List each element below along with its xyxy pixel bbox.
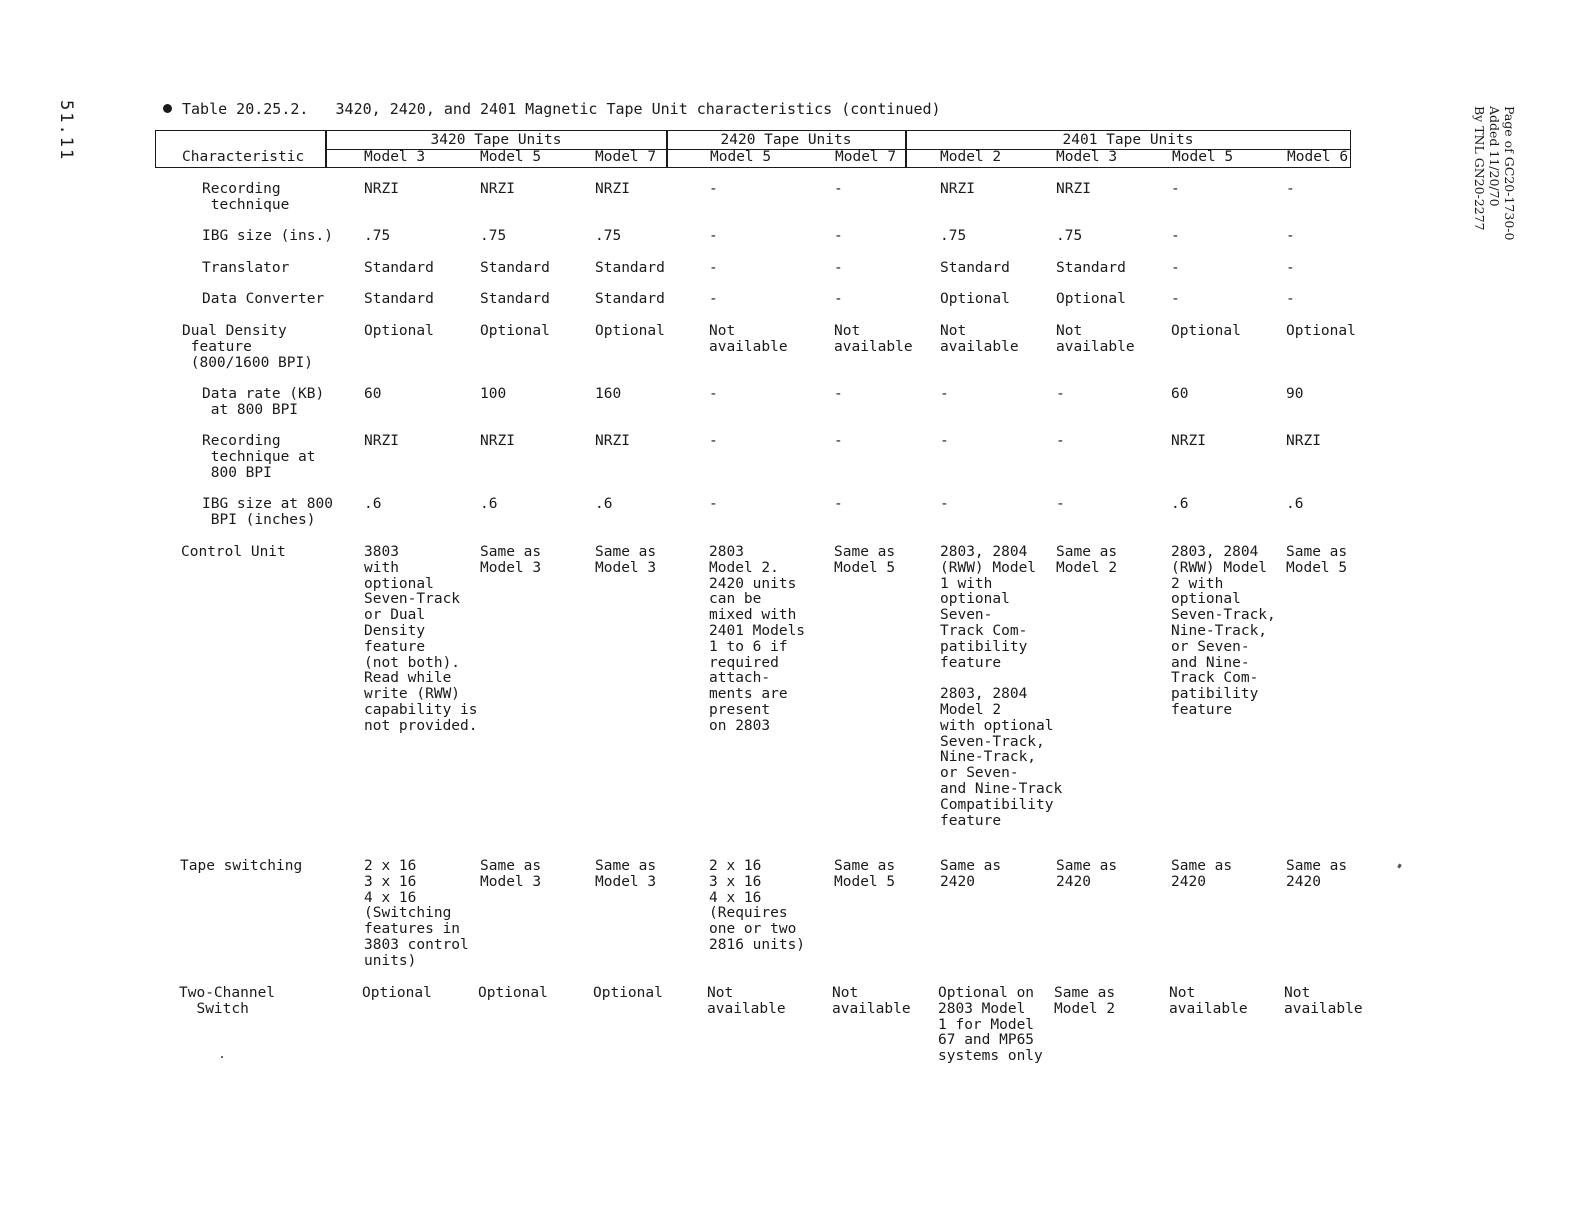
row-label: IBG size (ins.) [202, 228, 333, 244]
table-cell: 60 [1171, 386, 1189, 402]
table-cell: Standard [1056, 260, 1126, 276]
bullet-icon [163, 104, 172, 113]
table-cell: .75 [940, 228, 967, 244]
group-2420: 2420 Tape Units [720, 132, 852, 148]
table-cell: Standard [595, 291, 665, 307]
table-cell: - [709, 291, 718, 307]
table-cell: Same as Model 3 [595, 544, 657, 576]
table-cell: 60 [364, 386, 382, 402]
stray-mark [1397, 864, 1402, 869]
table-cell: 2 x 16 3 x 16 4 x 16 (Requires one or two 2816 units) [709, 858, 806, 953]
table-cell: Not available [834, 323, 913, 355]
table-caption [163, 100, 941, 118]
table-cell: Not available [707, 985, 786, 1017]
table-cell: Not available [832, 985, 911, 1017]
table-cell: - [709, 433, 718, 449]
table-cell: - [1171, 260, 1180, 276]
table-cell: Same as Model 2 [1054, 985, 1116, 1017]
table-cell: Not available [940, 323, 1019, 355]
table-cell: - [709, 260, 718, 276]
table-cell: NRZI [480, 433, 515, 449]
table-cell: Optional [478, 985, 548, 1001]
table-cell: Standard [595, 260, 665, 276]
table-cell: 3803 with optional Seven-Track or Dual Density feature (not both). Read while write (RWW) capability is not provided. [364, 544, 478, 734]
margin-note-line: Added 11/20/70 [1487, 106, 1502, 207]
table-cell: - [834, 291, 843, 307]
table-cell: NRZI [940, 181, 975, 197]
header-model: Model 3 [364, 149, 426, 165]
header-model: Model 2 [940, 149, 1002, 165]
table-cell: Standard [480, 260, 550, 276]
table-cell: Standard [480, 291, 550, 307]
table-cell: .6 [1286, 496, 1304, 512]
group-3420: 3420 Tape Units [430, 132, 562, 148]
header-model: Model 3 [1056, 149, 1118, 165]
table-cell: NRZI [480, 181, 515, 197]
page-number: 51.11 [56, 100, 76, 162]
table-cell: Optional [595, 323, 665, 339]
table-cell: Not available [709, 323, 788, 355]
row-label: Data rate (KB) at 800 BPI [202, 386, 325, 418]
table-cell: NRZI [595, 181, 630, 197]
table-cell: Same as 2420 [1056, 858, 1118, 890]
table-cell: Not available [1056, 323, 1135, 355]
table-cell: - [834, 181, 843, 197]
row-label: Two-Channel Switch [179, 985, 276, 1017]
table-cell: - [709, 496, 718, 512]
table-cell: 2803 Model 2. 2420 units can be mixed with 2401 Models 1 to 6 if required attach- ments are present on 2803 [709, 544, 806, 734]
table-cell: NRZI [364, 433, 399, 449]
table-cell: - [1056, 386, 1065, 402]
table-cell: Optional on 2803 Model 1 for Model 67 and MP65 systems only [938, 985, 1043, 1065]
table-cell: Same as Model 3 [595, 858, 657, 890]
header-model: Model 5 [1172, 149, 1234, 165]
table-cell: Optional [362, 985, 432, 1001]
table-cell: 2803, 2804 (RWW) Model 1 with optional Seven- Track Com- patibility feature 2803, 2804 Model 2 with optional Seven-Track, Nine-Track, or Seven- and Nine-Track Compatibility feature [940, 544, 1063, 829]
table-cell: - [1056, 496, 1065, 512]
table-cell: - [709, 386, 718, 402]
table-cell: NRZI [364, 181, 399, 197]
table-cell: - [709, 228, 718, 244]
table-cell: .75 [364, 228, 391, 244]
table-cell: Standard [364, 291, 434, 307]
table-cell: Same as Model 5 [834, 858, 896, 890]
margin-note [1472, 106, 1517, 240]
table-cell: - [1286, 291, 1295, 307]
table-cell: Not available [1169, 985, 1248, 1017]
table-cell: - [834, 228, 843, 244]
table-cell: Optional [1171, 323, 1241, 339]
table-cell: Same as Model 2 [1056, 544, 1118, 576]
table-cell: 90 [1286, 386, 1304, 402]
margin-note-line: Page of GC20-1730-0 [1502, 106, 1517, 241]
table-cell: - [834, 496, 843, 512]
table-cell: - [1171, 291, 1180, 307]
table-cell: - [1286, 181, 1295, 197]
header-model: Model 5 [710, 149, 772, 165]
table-cell: .6 [1171, 496, 1189, 512]
table-cell: Optional [940, 291, 1010, 307]
row-label: Control Unit [181, 544, 286, 560]
table-cell: - [1286, 228, 1295, 244]
table-cell: - [940, 433, 949, 449]
table-cell: Optional [1056, 291, 1126, 307]
table-cell: 2 x 16 3 x 16 4 x 16 (Switching features in 3803 control units) [364, 858, 469, 969]
row-label: Recording technique at 800 BPI [202, 433, 316, 481]
table-cell: Optional [1286, 323, 1356, 339]
caption-text: Table 20.25.2. 3420, 2420, and 2401 Magnetic Tape Unit characteristics (continued) [182, 100, 941, 118]
table-cell: NRZI [1171, 433, 1206, 449]
table-cell: - [834, 433, 843, 449]
table-cell: Same as 2420 [1286, 858, 1348, 890]
group-2401: 2401 Tape Units [1062, 132, 1194, 148]
row-label: Data Converter [202, 291, 325, 307]
table-cell: Same as 2420 [1171, 858, 1233, 890]
table-cell: Standard [940, 260, 1010, 276]
table-cell: 160 [595, 386, 622, 402]
table-cell: .6 [364, 496, 382, 512]
table-cell: NRZI [595, 433, 630, 449]
table-cell: - [940, 386, 949, 402]
header-characteristic: Characteristic [182, 149, 305, 165]
table-cell: Optional [480, 323, 550, 339]
table-cell: Same as Model 3 [480, 544, 542, 576]
row-label: Dual Density feature (800/1600 BPI) [182, 323, 313, 371]
row-label: Tape switching [180, 858, 303, 874]
table-cell: - [1286, 260, 1295, 276]
table-cell: NRZI [1286, 433, 1321, 449]
table-cell: .6 [595, 496, 613, 512]
table-cell: - [1171, 181, 1180, 197]
table-cell: - [940, 496, 949, 512]
table-cell: 100 [480, 386, 507, 402]
table-cell: .6 [480, 496, 498, 512]
table-cell: Standard [364, 260, 434, 276]
table-cell: .75 [480, 228, 507, 244]
table-cell: NRZI [1056, 181, 1091, 197]
table-cell: Optional [593, 985, 663, 1001]
margin-note-line: By TNL GN20-2277 [1472, 106, 1487, 231]
table-cell: Same as Model 5 [1286, 544, 1348, 576]
table-cell: - [834, 386, 843, 402]
table-cell: - [834, 260, 843, 276]
table-cell: Same as 2420 [940, 858, 1002, 890]
table-cell: .75 [1056, 228, 1083, 244]
table-cell: - [1056, 433, 1065, 449]
row-label: Translator [202, 260, 290, 276]
header-model: Model 5 [480, 149, 542, 165]
table-cell: Same as Model 5 [834, 544, 896, 576]
header-model: Model 6 [1287, 149, 1349, 165]
table-cell: Same as Model 3 [480, 858, 542, 890]
header-model: Model 7 [595, 149, 657, 165]
table-cell: .75 [595, 228, 622, 244]
table-cell: 2803, 2804 (RWW) Model 2 with optional Seven-Track, Nine-Track, or Seven- and Nine- Track Com- patibility feature [1171, 544, 1276, 718]
row-label: Recording technique [202, 181, 290, 213]
stray-mark [221, 1056, 223, 1058]
table-cell: - [1171, 228, 1180, 244]
table-cell: Not available [1284, 985, 1363, 1017]
header-model: Model 7 [835, 149, 897, 165]
table-cell: - [709, 181, 718, 197]
row-label: IBG size at 800 BPI (inches) [202, 496, 333, 528]
table-cell: Optional [364, 323, 434, 339]
